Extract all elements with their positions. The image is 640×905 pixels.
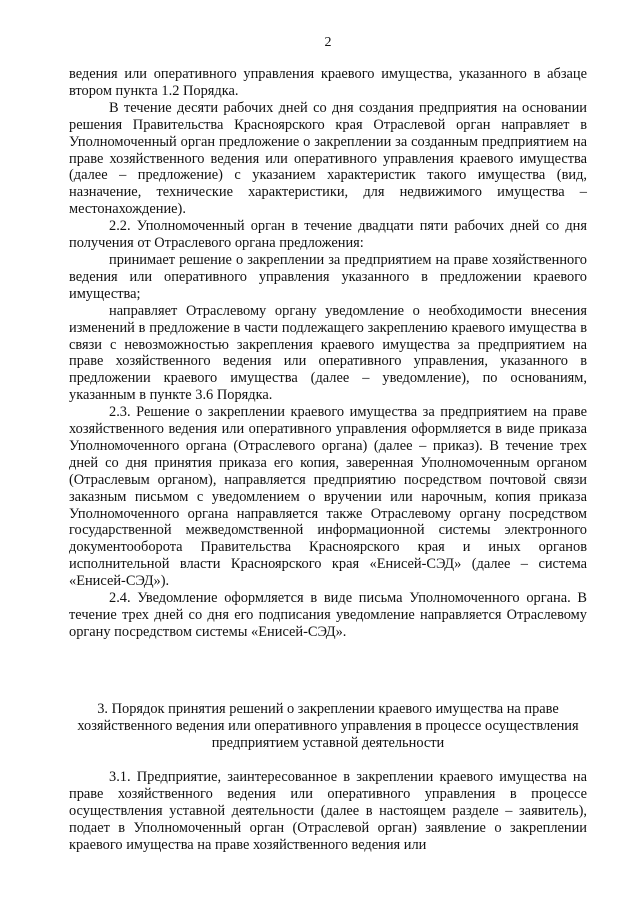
paragraph-proposal: В течение десяти рабочих дней со дня создания предприятия на основании решения Правительства Красноярского края Отраслевой орган направляет в Уполномоченный орган предложение о закреплении за созданным предприятием на праве хозяйственного ведения или оперативного управления краевого имущества (далее – предложение) с указанием характеристик такого имущества (вид, назначение, технические характеристики, для недвижимого имущества – местонахождение). bbox=[69, 99, 587, 218]
section-3-heading: 3. Порядок принятия решений о закреплении краевого имущества на праве хозяйственного ведения или оперативного управления в процессе осуществления предприятием уставной деятельности bbox=[77, 701, 579, 751]
page-number: 2 bbox=[324, 35, 332, 50]
body-text bbox=[69, 66, 587, 641]
paragraph-notification: направляет Отраслевому органу уведомление о необходимости внесения изменений в предложение в части подлежащего закреплению краевого имущества в связи с невозможностью закрепления краевого имущества за предприятием на праве хозяйственного ведения или оперативного управления, указанного в предложении краевого имущества (далее – уведомление), по основаниям, указанным в пункте 3.6 Порядка. bbox=[69, 302, 587, 404]
paragraph-2-2: 2.2. Уполномоченный орган в течение двадцати пяти рабочих дней со дня получения от Отраслевого органа предложения: bbox=[69, 218, 587, 252]
paragraph-2-3: 2.3. Решение о закреплении краевого имущества за предприятием на праве хозяйственного ведения или оперативного управления оформляется в виде приказа Уполномоченного органа (Отраслевого органа) (далее – приказ). В течение трех дней со дня принятия приказа его копия, заверенная Уполномоченным органом (Отраслевым органом), направляется предприятию посредством почтовой связи заказным письмом с уведомлением о вручении или нарочным, копия приказа Уполномоченного органа направляется также Отраслевому органу посредством государственной межведомственной информационной системы электронного документооборота Правительства Красноярского края и иных органов исполнительной власти Красноярского края «Енисей-СЭД» (далее – система «Енисей-СЭД»). bbox=[69, 404, 587, 590]
paragraph-decision: принимает решение о закреплении за предприятием на праве хозяйственного ведения или оперативного управления указанного в предложении краевого имущества; bbox=[69, 251, 587, 302]
paragraph-3-1: 3.1. Предприятие, заинтересованное в закреплении краевого имущества на праве хозяйственного ведения или оперативного управления в процессе осуществления уставной деятельности (далее в настоящем разделе – заявитель), подает в Уполномоченный орган (Отраслевой орган) заявление о закреплении краевого имущества на праве хозяйственного ведения или bbox=[69, 769, 587, 853]
section-3-body bbox=[69, 769, 587, 854]
paragraph-2-4: 2.4. Уведомление оформляется в виде письма Уполномоченного органа. В течение трех дней со дня его подписания уведомление направляется Отраслевому органу посредством системы «Енисей-СЭД». bbox=[69, 590, 587, 640]
paragraph-continuation: ведения или оперативного управления краевого имущества, указанного в абзаце втором пункта 1.2 Порядка. bbox=[69, 66, 587, 99]
